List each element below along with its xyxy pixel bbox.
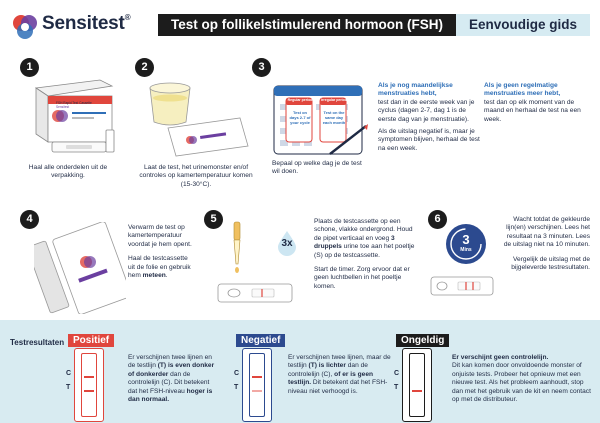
invalid-letter-c: C bbox=[394, 370, 400, 377]
calendar-bubble-regular: Regular period bbox=[287, 98, 313, 102]
results-heading: Testresultaten bbox=[10, 338, 65, 347]
step-2-text: Laat de test, het urinemonster en/of controles op kamertemperatuur komen (15-30°C). bbox=[139, 164, 253, 188]
negative-description: Er verschijnen twee lijnen, maar de testlijn (T) is lichter dan de controlelijn (C), of er is geen testlijn. Dit betekent dat het FSH-niveau niet verhoogd is. bbox=[288, 354, 391, 395]
step-5-text: Plaats de testcassette op een schone, vlakke ondergrond. Houd de pipet verticaal en voeg 3 druppels urine toe aan het poeltje (S) op de testcassette. Start de timer. Zorg ervoor dat er geen luchtbellen in het poeltje komen. bbox=[314, 218, 415, 290]
step-5-number: 5 bbox=[204, 210, 223, 229]
invalid-strip bbox=[402, 348, 432, 422]
calendar-note-irregular: Test on the same day each month bbox=[322, 110, 346, 125]
step-6-text: Wacht totdat de gekleurde lijn(en) verschijnen. Lees het resultaat na 3 minuten. Lees de uitslag niet na 10 minuten. Vergelijk de uitslag met de bijgeleverde testresultaten. bbox=[503, 216, 590, 272]
box-label: FSH Rapid Test Cassette Sensitest bbox=[56, 101, 92, 109]
negative-strip bbox=[242, 348, 272, 422]
step-6-number: 6 bbox=[428, 210, 447, 229]
step-4-number: 4 bbox=[20, 210, 39, 229]
guide-label: Eenvoudige gids bbox=[456, 14, 590, 36]
invalid-description: Er verschijnt geen controlelijn. Dit kan komen door onvoldoende monster of onjuiste tests. Probeer het opnieuw met een nieuwe test. Als het probleem aanhoudt, stop dan met het gebruik van de kit en neem contact op met de distributeur. bbox=[452, 354, 591, 404]
positive-strip bbox=[74, 348, 104, 422]
sensitest-logo-icon bbox=[10, 12, 40, 42]
kit-box-illustration bbox=[22, 70, 122, 160]
calendar-note-regular: Test on days 2-7 of your cycle bbox=[289, 110, 311, 125]
step-3-number: 3 bbox=[252, 58, 271, 77]
negative-letter-c: C bbox=[234, 370, 240, 377]
step-3-caption: Bepaal op welke dag je de test wil doen. bbox=[272, 160, 362, 176]
invalid-letter-t: T bbox=[394, 384, 399, 391]
positive-letter-c: C bbox=[66, 370, 72, 377]
timer-icon: 3 Mins bbox=[446, 224, 486, 264]
step-1-number: 1 bbox=[20, 58, 39, 77]
step-3-irregular-block: Als je geen regelmatige menstruaties meer hebt, test dan op elk moment van de maand en herhaal de test na een week. bbox=[484, 82, 581, 123]
page-title: Test op follikelstimulerend hormoon (FSH) bbox=[158, 14, 456, 36]
drops-count: 3x bbox=[281, 238, 293, 249]
positive-description: Er verschijnen twee lijnen en de testlijn (T) is even donker of donkerder dan de controlelijn (C). Dit betekent dat het FSH-niveau hoger is dan normaal. bbox=[128, 354, 215, 404]
calendar-bubble-irregular: Irregular period bbox=[321, 98, 347, 102]
foil-pouch-illustration bbox=[34, 222, 126, 314]
calendar-illustration bbox=[272, 82, 368, 160]
step-1-text: Haal alle onderdelen uit de verpakking. bbox=[28, 164, 108, 180]
result-negative-label: Negatief bbox=[236, 334, 285, 347]
step-3-regular-block: Als je nog maandelijkse menstruaties hebt, test dan in de eerste week van je cyclus (dagen 2-7, dag 1 is de eerste dag van je menstruatie). Als de uitslag negatief is, maar je symptomen blijven, herhaal de test na een week. bbox=[378, 82, 480, 152]
cassette-result-illustration bbox=[430, 276, 494, 296]
positive-letter-t: T bbox=[66, 384, 71, 391]
step-2-number: 2 bbox=[135, 58, 154, 77]
result-positive-label: Positief bbox=[68, 334, 114, 347]
brand-name: Sensitest® bbox=[42, 13, 131, 34]
result-invalid-label: Ongeldig bbox=[396, 334, 449, 347]
sample-cup-illustration bbox=[140, 76, 250, 160]
step-4-text: Verwarm de test op kamertemperatuur voordat je hem opent. Haal de testcassette uit de folie en gebruik hem meteen. bbox=[128, 224, 192, 280]
negative-letter-t: T bbox=[234, 384, 239, 391]
